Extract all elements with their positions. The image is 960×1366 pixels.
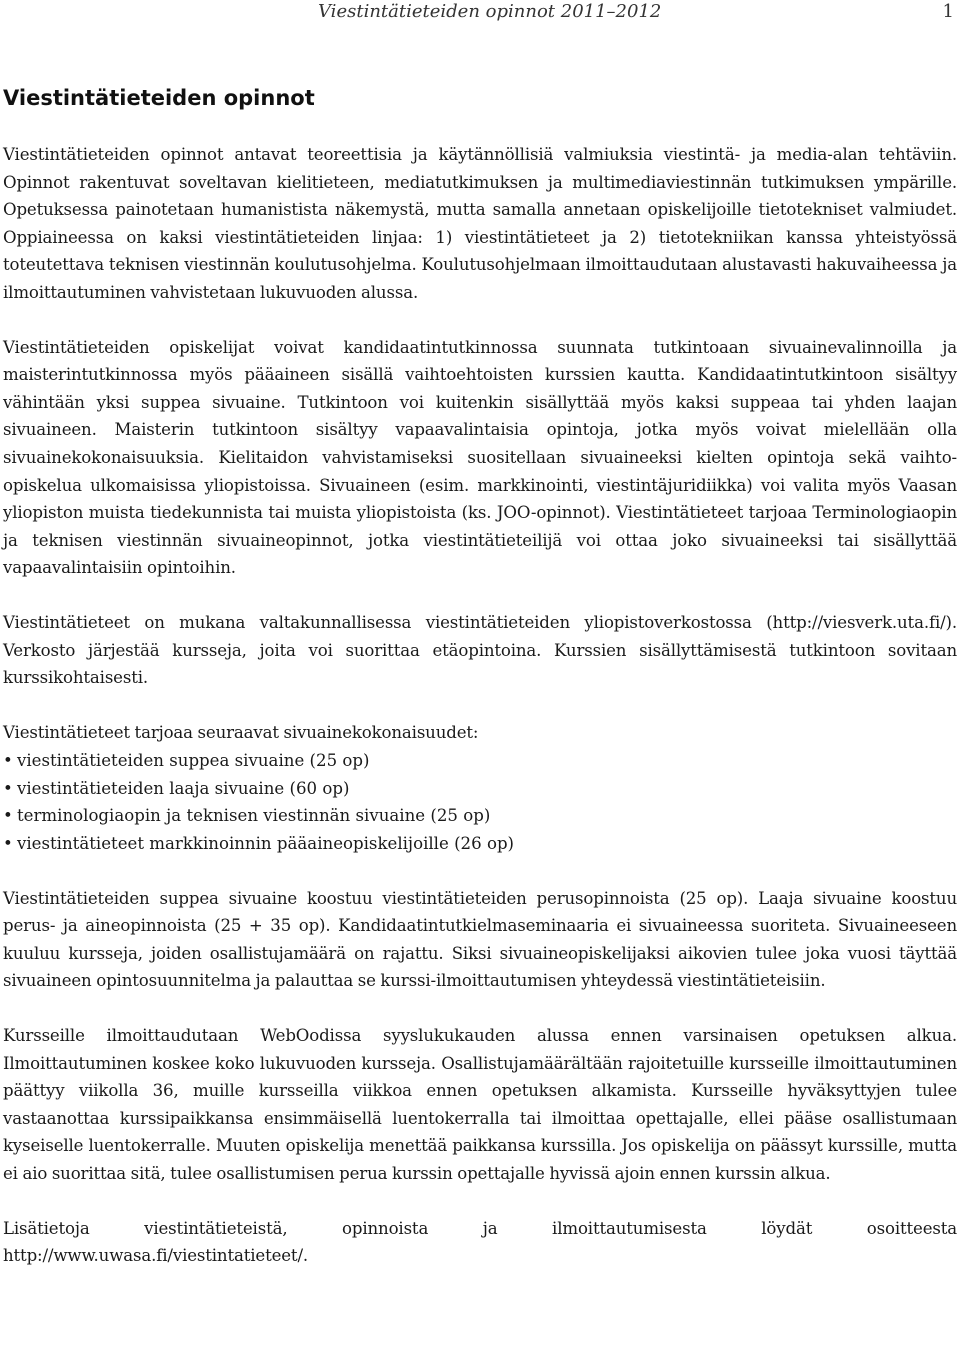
page-number: 1 [942,1,954,22]
paragraph-minor-composition: Viestintätieteiden suppea sivuaine koostuu viestintätieteiden perusopinnoista (25 op). Laaja sivuaine koostuu perus- ja aineopinnoista (25 + 35 op). Kandidaatintutkielmaseminaaria ei sivuaineessa suoriteta. Sivuaineeseen kuuluu kursseja, joiden osallistujamäärä on rajattu. Siksi sivuaineopiskelijaksi aikovien tulee joka vuosi täyttää sivuaineen opintosuunnitelma ja palauttaa se kurssi-ilmoittautumisen yhteydessä viestintätieteisiin. [3,888,957,991]
paragraph-intro: Viestintätieteiden opinnot antavat teoreettisia ja käytännöllisiä valmiuksia viestintä- ja media-alan tehtäviin. Opinnot rakentuvat soveltavan kielitieteen, mediatutkimuksen ja multimediaviestinnän tutkimuksen ympärille. Opetuksessa painotetaan humanistista näkemystä, mutta samalla annetaan opiskelijoille tietotekniset valmiudet. Oppiaineessa on kaksi viestintätieteiden linjaa: 1) viestintätieteet ja 2) tietotekniikan kanssa yhteistyössä toteutettava teknisen viestinnän koulutusohjelma. Koulutusohjelmaan ilmoittaudutaan alustavasti hakuvaiheessa ja ilmoittautuminen vahvistetaan lukuvuoden alussa. [3,145,957,302]
list-item-text: viestintätieteiden suppea sivuaine (25 op) [17,751,370,771]
running-title: Viestintätieteiden opinnot 2011–2012 [318,1,662,22]
paragraph-network: Viestintätieteet on mukana valtakunnallisessa viestintätieteiden yliopistoverkostossa (http://viesverk.uta.fi/). Verkosto järjestää kursseja, joita voi suorittaa etäopintoina. Kurssien sisällyttämisestä tutkintoon sovitaan kurssikohtaisesti. [3,612,957,688]
list-item [3,775,957,803]
paragraph-more-info: Lisätietoja viestintätieteistä, opinnoista ja ilmoittautumisesta löydät osoitteesta http://www.uwasa.fi/viestintatieteet/. [3,1218,957,1266]
bullet-icon: • [3,778,13,798]
list-item-text: viestintätieteiden laaja sivuaine (60 op) [17,778,350,798]
running-header [0,0,960,26]
list-item [3,802,957,830]
list-item-text: terminologiaopin ja teknisen viestinnän sivuaine (25 op) [17,806,491,826]
list-item [3,747,957,775]
list-item-text: viestintätieteet markkinoinnin pääaineopiskelijoille (26 op) [17,834,515,854]
paragraph-registration: Kursseille ilmoittaudutaan WebOodissa syyslukukauden alussa ennen varsinaisen opetuksen alkua. Ilmoittautuminen koskee koko lukuvuoden kursseja. Osallistujamäärältään rajoitetuille kursseille ilmoittautuminen päättyy viikolla 36, muille kursseilla viikkoa ennen opetuksen alkamista. Kursseille hyväksyttyjen tulee vastaanottaa kurssipaikkansa ensimmäisellä luentokerralla tai ilmoittaa opettajalle, ellei pääse osallistumaan kyseiselle luentokerralle. Muuten opiskelija menettää paikkansa kurssilla. Jos opiskelija on päässyt kurssille, mutta ei aio suorittaa sitä, tulee osallistumisen perua kurssin opettajalle hyvissä ajoin ennen kurssin alkua. [3,1026,957,1183]
minor-subject-list [3,747,957,857]
list-item [3,830,957,858]
document-body [3,141,957,1297]
document-title: Viestintätieteiden opinnot [3,86,315,110]
bullet-icon: • [3,751,13,771]
bullet-icon: • [3,834,13,854]
paragraph-list-intro: Viestintätieteet tarjoaa seuraavat sivuainekokonaisuudet: [3,722,479,742]
bullet-icon: • [3,806,13,826]
paragraph-minor-subjects: Viestintätieteiden opiskelijat voivat kandidaatintutkinnossa suunnata tutkintoaan sivuainevalinnoilla ja maisterintutkinnossa myös pääaineen sisällä vaihtoehtoisten kurssien kautta. Kandidaatintutkintoon sisältyy vähintään yksi suppea sivuaine. Tutkintoon voi kuitenkin sisällyttää myös kaksi suppeaa tai yhden laajan sivuaineen. Maisterin tutkintoon sisältyy vapaavalintaisia opintoja, jotka myös voivat mielellään olla sivuainekokonaisuuksia. Kielitaidon vahvistamiseksi suositellaan sivuaineeksi kielten opintoja sekä vaihto-opiskelua ulkomaisissa yliopistoissa. Sivuaineen (esim. markkinointi, viestintäjuridiikka) voi valita myös Vaasan yliopiston muista tiedekunnista tai muista yliopistoista (ks. JOO-opinnot). Viestintätieteet tarjoaa Terminologiaopin ja teknisen viestinnän sivuaineopinnot, jotka viestintätieteilijä voi ottaa joko sivuaineeksi tai sisällyttää vapaavalintaisiin opintoihin. [3,337,957,578]
